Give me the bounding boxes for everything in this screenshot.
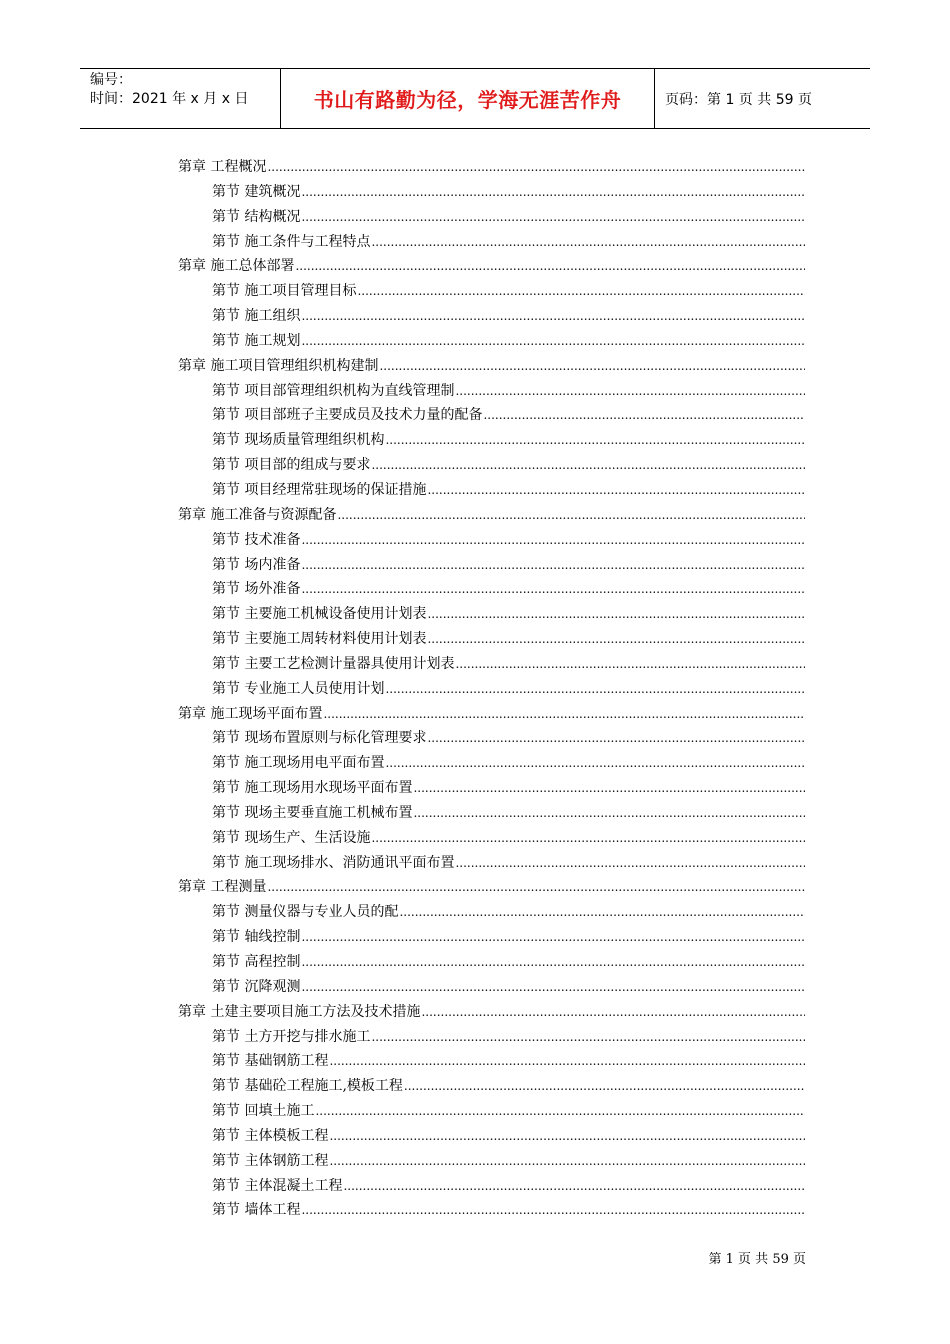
toc-entry-label: 第节 施工现场排水、消防通讯平面布置 <box>212 854 455 871</box>
toc-leader-dots <box>421 1005 805 1019</box>
toc-section-entry[interactable] <box>178 777 805 802</box>
toc-chapter-entry[interactable] <box>178 504 805 529</box>
toc-section-entry[interactable] <box>178 1050 805 1075</box>
toc-leader-dots <box>427 632 805 646</box>
toc-entry-label: 第节 结构概况 <box>212 208 301 225</box>
header-motto: 书山有路勤为径，学海无涯苦作舟 <box>281 69 655 128</box>
toc-entry-label: 第节 项目部的组成与要求 <box>212 457 371 474</box>
toc-leader-dots <box>357 284 805 298</box>
toc-entry-label: 第节 施工现场用水现场平面布置 <box>212 780 413 797</box>
toc-chapter-entry[interactable] <box>178 156 805 181</box>
toc-leader-dots <box>329 1129 805 1143</box>
toc-leader-dots <box>413 781 805 795</box>
toc-chapter-entry[interactable] <box>178 355 805 380</box>
toc-entry-label: 第节 主体钢筋工程 <box>212 1152 329 1169</box>
toc-leader-dots <box>329 1054 805 1068</box>
toc-section-entry[interactable] <box>178 1199 805 1224</box>
toc-entry-label: 第节 墙体工程 <box>212 1202 301 1219</box>
toc-entry-label: 第节 高程控制 <box>212 954 301 970</box>
toc-leader-dots <box>371 458 805 472</box>
toc-section-entry[interactable] <box>178 976 805 1001</box>
toc-section-entry[interactable] <box>178 653 805 678</box>
toc-entry-label: 第节 主要施工周转材料使用计划表 <box>212 631 427 648</box>
toc-entry-label: 第节 沉降观测 <box>212 978 301 995</box>
toc-entry-label: 第节 现场主要垂直施工机械布置 <box>212 804 413 821</box>
toc-section-entry[interactable] <box>178 206 805 231</box>
toc-leader-dots <box>455 856 805 870</box>
toc-leader-dots <box>483 408 805 422</box>
toc-entry-label: 第节 项目部班子主要成员及技术力量的配备 <box>212 407 483 424</box>
toc-section-entry[interactable] <box>178 578 805 603</box>
toc-leader-dots <box>301 309 805 323</box>
toc-leader-dots <box>301 1203 805 1217</box>
toc-chapter-entry[interactable] <box>178 876 805 901</box>
toc-section-entry[interactable] <box>178 429 805 454</box>
toc-section-entry[interactable] <box>178 827 805 852</box>
toc-leader-dots <box>315 1104 805 1118</box>
time-label: 时间：2021 年 x 月 x 日 <box>90 91 249 107</box>
toc-section-entry[interactable] <box>178 181 805 206</box>
toc-entry-label: 第节 测量仪器与专业人员的配 <box>212 904 399 921</box>
toc-section-entry[interactable] <box>178 454 805 479</box>
toc-leader-dots <box>371 235 805 249</box>
toc-leader-dots <box>301 185 805 199</box>
toc-leader-dots <box>337 508 805 522</box>
toc-leader-dots <box>301 955 805 969</box>
toc-leader-dots <box>329 1154 805 1168</box>
toc-leader-dots <box>385 433 805 447</box>
toc-section-entry[interactable] <box>178 231 805 256</box>
toc-leader-dots <box>301 334 805 348</box>
toc-entry-label: 第章 施工总体部署 <box>178 258 295 275</box>
toc-entry-label: 第节 专业施工人员使用计划 <box>212 680 385 697</box>
page-header <box>80 68 870 129</box>
toc-section-entry[interactable] <box>178 727 805 752</box>
toc-entry-label: 第章 施工项目管理组织机构建制 <box>178 357 379 374</box>
toc-section-entry[interactable] <box>178 404 805 429</box>
toc-leader-dots <box>301 930 805 944</box>
toc-section-entry[interactable] <box>178 926 805 951</box>
toc-section-entry[interactable] <box>178 1175 805 1200</box>
toc-section-entry[interactable] <box>178 951 805 976</box>
page-footer: 第 1 页 共 59 页 <box>708 1252 806 1267</box>
toc-leader-dots <box>371 1030 805 1044</box>
toc-entry-label: 第节 施工规划 <box>212 332 301 349</box>
toc-section-entry[interactable] <box>178 852 805 877</box>
toc-entry-label: 第节 施工条件与工程特点 <box>212 233 371 250</box>
table-of-contents <box>178 156 805 1224</box>
toc-entry-label: 第节 基础钢筋工程 <box>212 1053 329 1070</box>
toc-chapter-entry[interactable] <box>178 255 805 280</box>
toc-section-entry[interactable] <box>178 554 805 579</box>
toc-entry-label: 第节 主体混凝土工程 <box>212 1177 343 1194</box>
toc-leader-dots <box>427 483 805 497</box>
toc-entry-label: 第节 基础砼工程施工,模板工程 <box>212 1078 403 1095</box>
toc-entry-label: 第节 建筑概况 <box>212 183 301 200</box>
toc-entry-label: 第节 现场质量管理组织机构 <box>212 432 385 449</box>
toc-chapter-entry[interactable] <box>178 1001 805 1026</box>
toc-entry-label: 第节 项目经理常驻现场的保证措施 <box>212 481 427 498</box>
toc-leader-dots <box>323 707 805 721</box>
toc-entry-label: 第节 现场布置原则与标化管理要求 <box>212 730 427 747</box>
toc-leader-dots <box>379 359 805 373</box>
toc-section-entry[interactable] <box>178 901 805 926</box>
toc-section-entry[interactable] <box>178 1125 805 1150</box>
toc-entry-label: 第节 场内准备 <box>212 556 301 573</box>
toc-section-entry[interactable] <box>178 1026 805 1051</box>
toc-section-entry[interactable] <box>178 280 805 305</box>
header-meta <box>80 69 281 128</box>
toc-section-entry[interactable] <box>178 380 805 405</box>
toc-leader-dots <box>267 880 805 894</box>
toc-entry-label: 第节 轴线控制 <box>212 929 301 946</box>
code-label: 编号： <box>90 72 132 88</box>
toc-entry-label: 第节 主体模板工程 <box>212 1127 329 1144</box>
toc-leader-dots <box>455 384 805 398</box>
toc-entry-label: 第节 施工项目管理目标 <box>212 283 357 300</box>
toc-chapter-entry[interactable] <box>178 703 805 728</box>
toc-entry-label: 第节 项目部管理组织机构为直线管理制 <box>212 382 455 399</box>
toc-section-entry[interactable] <box>178 802 805 827</box>
toc-leader-dots <box>427 607 805 621</box>
toc-section-entry[interactable] <box>178 1075 805 1100</box>
toc-entry-label: 第章 土建主要项目施工方法及技术措施 <box>178 1003 421 1020</box>
toc-entry-label: 第节 技术准备 <box>212 531 301 548</box>
toc-entry-label: 第章 工程测量 <box>178 879 267 896</box>
toc-leader-dots <box>301 210 805 224</box>
toc-leader-dots <box>399 905 805 919</box>
toc-entry-label: 第节 主要施工机械设备使用计划表 <box>212 606 427 623</box>
toc-section-entry[interactable] <box>178 628 805 653</box>
toc-section-entry[interactable] <box>178 305 805 330</box>
toc-leader-dots <box>301 558 805 572</box>
toc-section-entry[interactable] <box>178 330 805 355</box>
toc-section-entry[interactable] <box>178 479 805 504</box>
toc-leader-dots <box>455 657 805 671</box>
toc-entry-label: 第节 主要工艺检测计量器具使用计划表 <box>212 655 455 672</box>
toc-entry-label: 第节 场外准备 <box>212 581 301 598</box>
toc-entry-label: 第节 回填土施工 <box>212 1103 315 1120</box>
toc-section-entry[interactable] <box>178 678 805 703</box>
toc-entry-label: 第章 施工准备与资源配备 <box>178 506 337 523</box>
toc-leader-dots <box>413 806 805 820</box>
toc-entry-label: 第节 土方开挖与排水施工 <box>212 1028 371 1045</box>
toc-section-entry[interactable] <box>178 752 805 777</box>
header-page-number: 页码：第 1 页 共 59 页 <box>665 91 812 108</box>
toc-leader-dots <box>385 756 805 770</box>
toc-entry-label: 第节 施工现场用电平面布置 <box>212 755 385 772</box>
toc-entry-label: 第章 工程概况 <box>178 159 267 175</box>
toc-section-entry[interactable] <box>178 1150 805 1175</box>
toc-entry-label: 第节 施工组织 <box>212 308 301 325</box>
toc-leader-dots <box>385 682 805 696</box>
toc-leader-dots <box>343 1179 805 1193</box>
toc-leader-dots <box>267 160 805 174</box>
toc-leader-dots <box>295 259 805 273</box>
toc-entry-label: 第节 现场生产、生活设施 <box>212 829 371 846</box>
toc-section-entry[interactable] <box>178 1100 805 1125</box>
toc-leader-dots <box>404 1079 805 1093</box>
toc-leader-dots <box>301 980 805 994</box>
toc-leader-dots <box>301 533 805 547</box>
toc-entry-label: 第章 施工现场平面布置 <box>178 705 323 722</box>
toc-leader-dots <box>371 831 805 845</box>
toc-section-entry[interactable] <box>178 529 805 554</box>
toc-section-entry[interactable] <box>178 603 805 628</box>
toc-leader-dots <box>301 582 805 596</box>
toc-leader-dots <box>427 731 805 745</box>
